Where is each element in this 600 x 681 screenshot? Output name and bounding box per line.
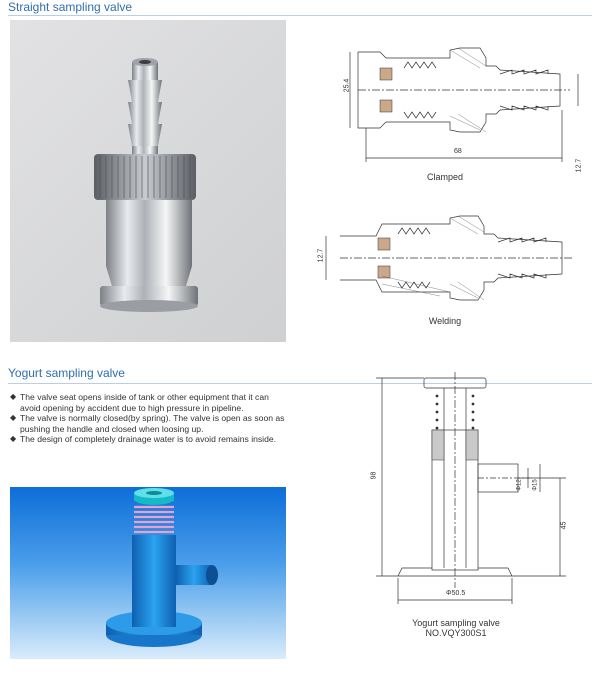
valve-photo-illustration bbox=[10, 20, 286, 342]
feature-text: The design of completely drainage water is to avoid remains inside. bbox=[20, 434, 277, 445]
diamond-bullet-icon: ◆ bbox=[10, 413, 17, 423]
feature-text: The valve seat opens inside of tank or other equipment that it can avoid opening by accident due to high pressure in pipeline. bbox=[20, 392, 269, 413]
dim-inner-diameter: Φ12 bbox=[516, 479, 523, 491]
dim-total-height: 98 bbox=[370, 471, 378, 480]
yogurt-drawing bbox=[360, 368, 592, 618]
feature-list bbox=[10, 392, 286, 445]
dim-outer-diameter: Φ15 bbox=[532, 479, 539, 491]
yogurt-valve-render bbox=[10, 487, 286, 659]
diamond-bullet-icon: ◆ bbox=[10, 434, 17, 444]
dim-weld: 12.7 bbox=[317, 248, 325, 263]
dim-length: 68 bbox=[454, 148, 462, 155]
feature-item bbox=[10, 434, 286, 445]
straight-valve-photo bbox=[10, 20, 286, 342]
valve-3d-illustration bbox=[10, 487, 286, 659]
yogurt-section-drawing bbox=[360, 368, 592, 618]
dim-height: 25.4 bbox=[343, 78, 351, 93]
dim-base-diameter: Φ50.5 bbox=[446, 590, 466, 597]
welding-caption: Welding bbox=[428, 316, 462, 326]
clamped-caption: Clamped bbox=[426, 172, 464, 182]
title-divider bbox=[8, 15, 592, 16]
feature-item bbox=[10, 392, 286, 413]
dim-side-height: 45 bbox=[560, 521, 568, 530]
clamped-drawing bbox=[300, 30, 592, 190]
diamond-bullet-icon: ◆ bbox=[10, 392, 17, 401]
caption-model-number: NO.VQY300S1 bbox=[425, 628, 487, 638]
feature-text: The valve is normally closed(by spring). The valve is open as soon as pushing the handle and closed when loosing up. bbox=[20, 413, 285, 434]
welding-drawing bbox=[300, 206, 592, 316]
yogurt-valve-title: Yogurt sampling valve bbox=[8, 366, 125, 380]
yogurt-drawing-caption bbox=[396, 618, 516, 638]
feature-item bbox=[10, 413, 286, 434]
welding-section-drawing bbox=[300, 206, 592, 316]
straight-valve-title: Straight sampling valve bbox=[8, 0, 133, 14]
dim-tube: 12.7 bbox=[575, 158, 583, 173]
caption-name: Yogurt sampling valve bbox=[412, 618, 500, 628]
clamped-section-drawing bbox=[300, 30, 592, 190]
